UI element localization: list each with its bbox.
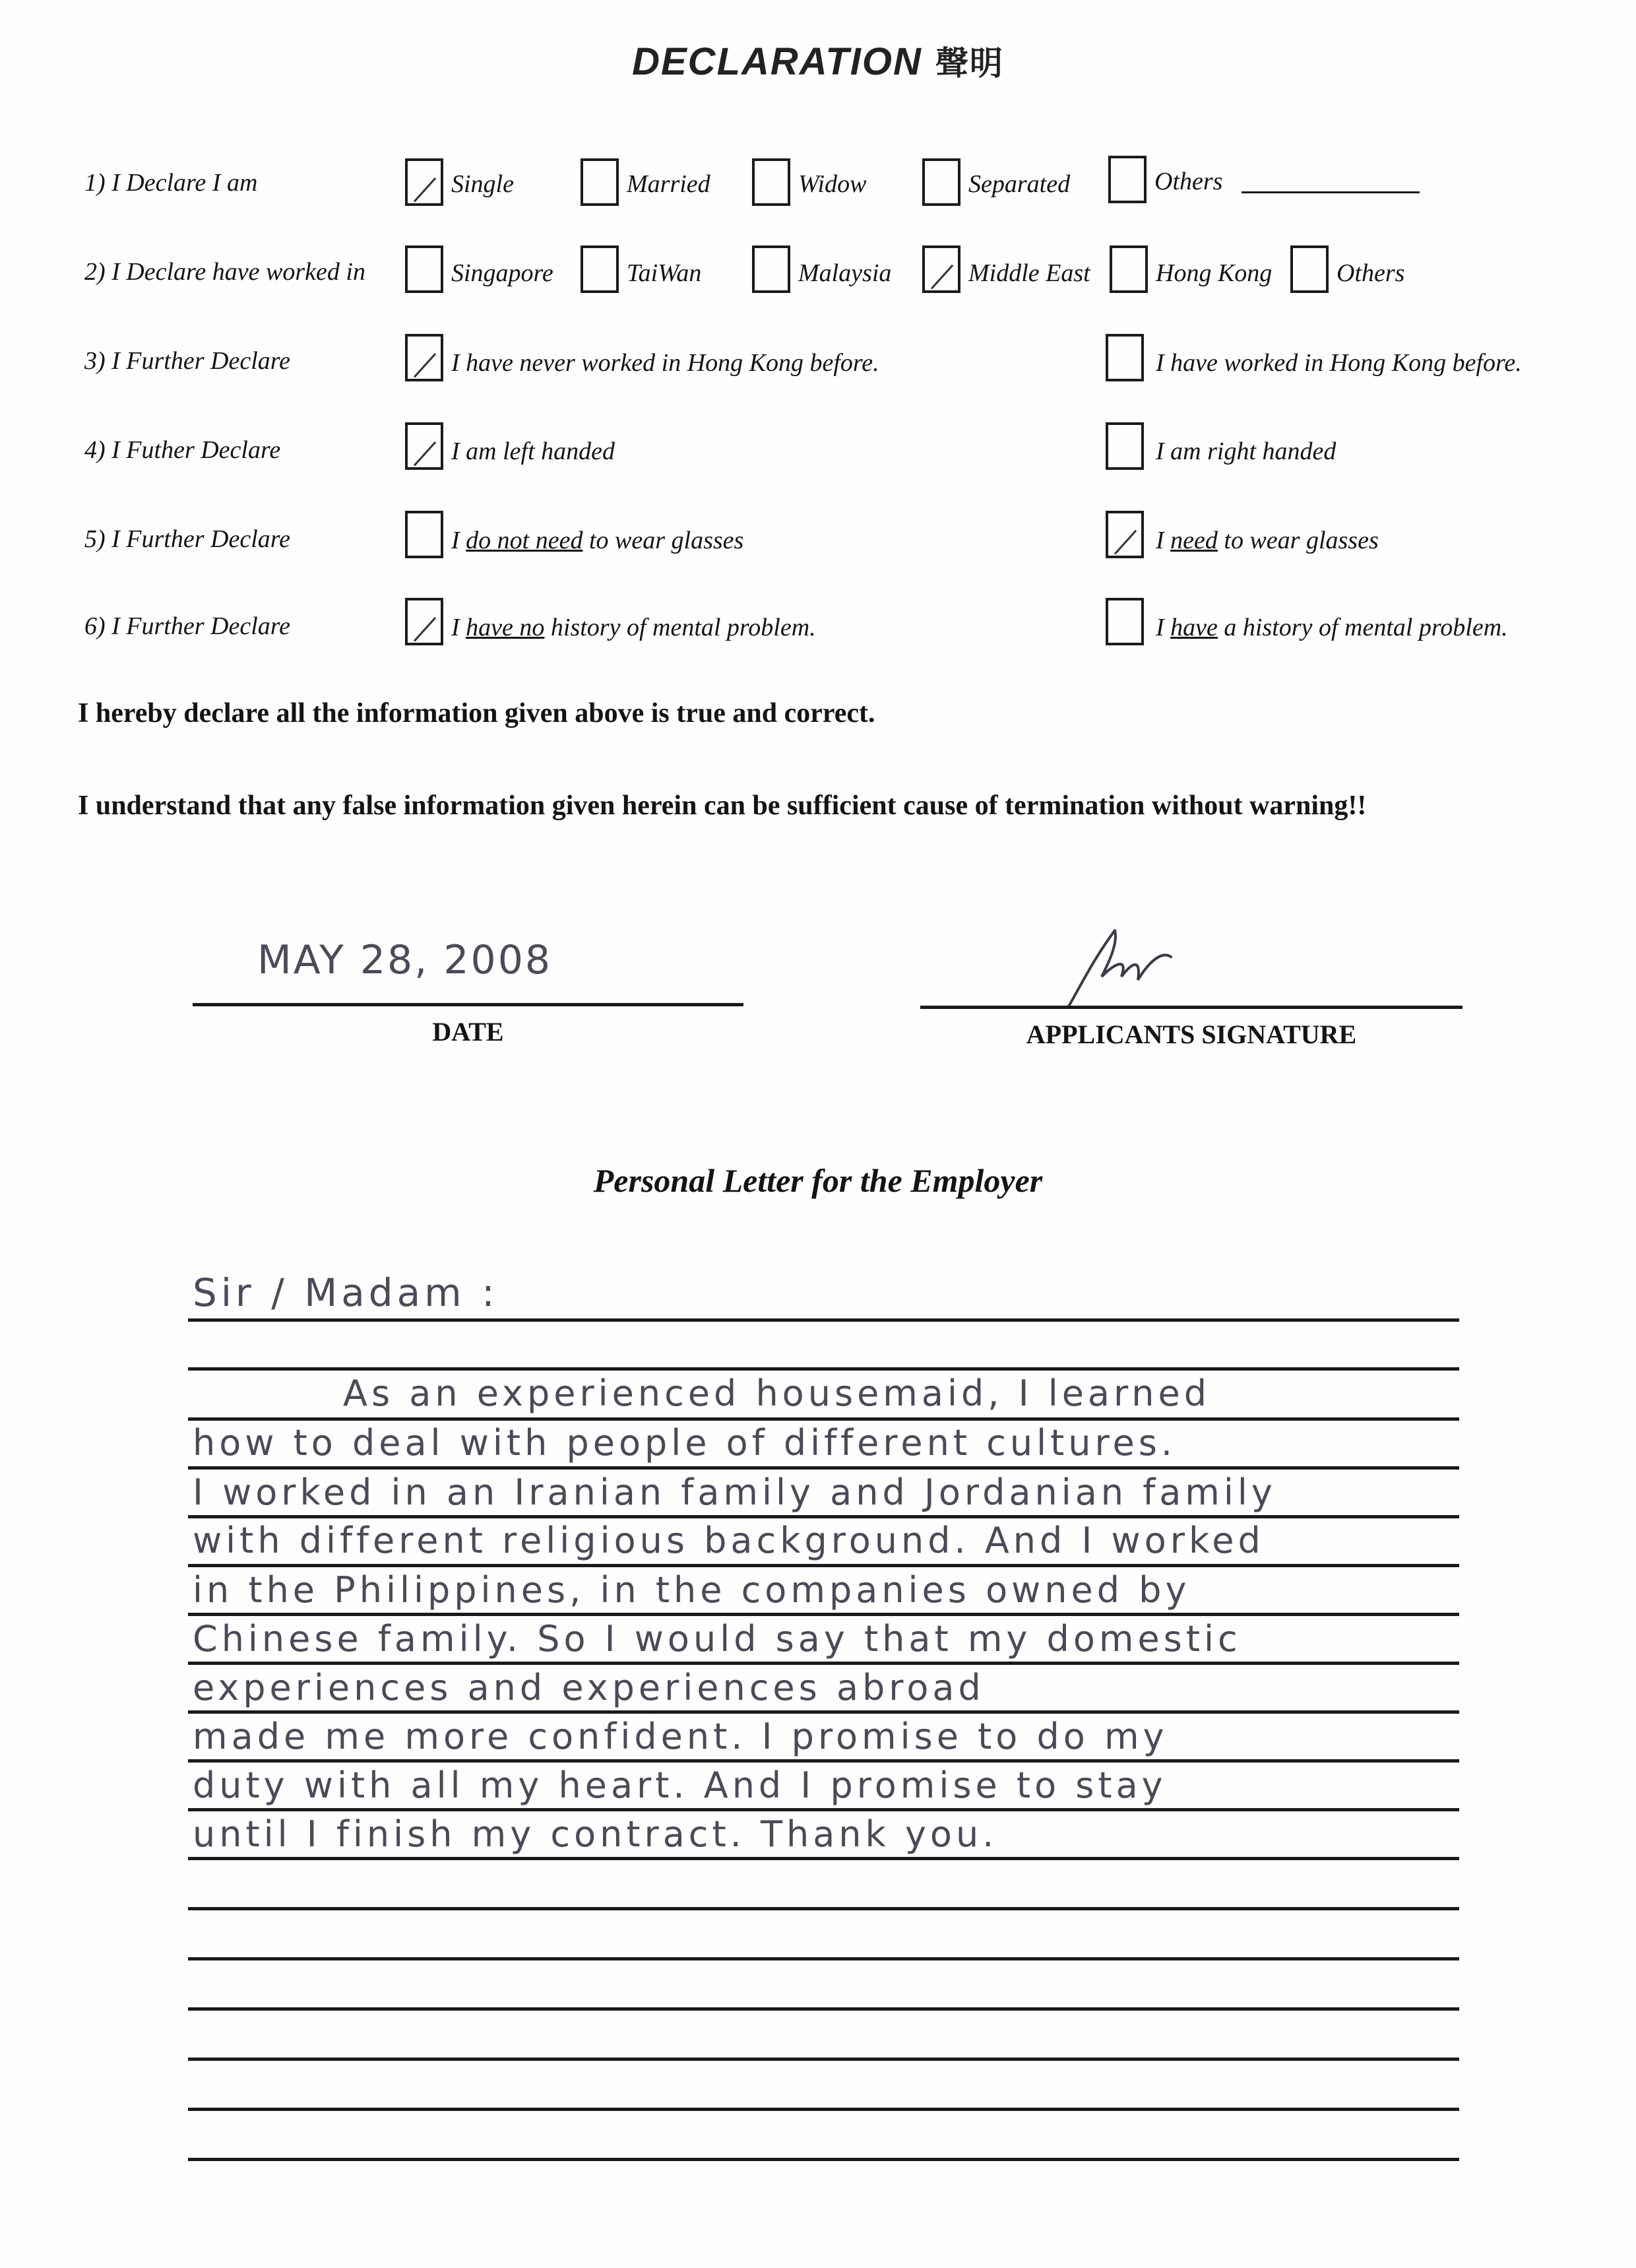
letter-rule	[188, 2158, 1459, 2161]
letter-rule	[188, 1466, 1459, 1470]
checkbox-never-worked-hk[interactable]	[405, 334, 443, 381]
letter-line-3: I worked in an Iranian family and Jordanian family	[193, 1472, 1276, 1513]
letter-title: Personal Letter for the Employer	[593, 1162, 1043, 1199]
checkbox-others-country[interactable]	[1290, 245, 1329, 293]
letter-rule	[188, 1367, 1459, 1371]
letter-line-7: experiences and experiences abroad	[193, 1667, 985, 1708]
letter-line-10: until I finish my contract. Thank you.	[193, 1813, 998, 1855]
option-no-glasses	[451, 526, 743, 555]
letter-rule	[188, 1318, 1459, 1322]
signature-line	[920, 1006, 1463, 1009]
checkbox-married[interactable]	[581, 158, 619, 206]
option-separated: Separated	[968, 170, 1071, 198]
q6-left-suffix: history of mental problem.	[550, 614, 816, 641]
option-left-handed: I am left handed	[451, 437, 615, 465]
declaration-statement-true: I hereby declare all the information given above is true and correct.	[78, 698, 875, 729]
q5-left-underlined: do not need	[466, 527, 583, 554]
letter-rule	[188, 1515, 1459, 1518]
option-worked-hk: I have worked in Hong Kong before.	[1156, 349, 1522, 377]
question-5-label: 5) I Further Declare	[84, 525, 290, 553]
question-3-label: 3) I Further Declare	[84, 347, 290, 375]
question-2-label: 2) I Declare have worked in	[84, 258, 365, 286]
letter-rule	[188, 2057, 1459, 2061]
checkbox-worked-hk[interactable]	[1106, 334, 1144, 381]
q5-left-suffix: to wear glasses	[588, 527, 744, 554]
checkbox-separated[interactable]	[922, 158, 960, 206]
checkbox-right-handed[interactable]	[1106, 422, 1144, 470]
letter-line-5: in the Philippines, in the companies owned by	[193, 1569, 1191, 1611]
checkbox-middle-east[interactable]	[922, 245, 960, 293]
letter-rule	[188, 1957, 1459, 1960]
option-right-handed: I am right handed	[1156, 437, 1337, 465]
q6-right-underlined: have	[1170, 614, 1218, 641]
letter-rule	[188, 1417, 1459, 1421]
question-4-label: 4) I Futher Declare	[84, 436, 281, 464]
option-no-mental-history	[451, 613, 816, 642]
letter-line-1: As an experienced housemaid, I learned	[343, 1373, 1211, 1414]
option-malaysia: Malaysia	[798, 259, 892, 287]
question-1-label: 1) I Declare I am	[84, 169, 258, 197]
letter-line-8: made me more confident. I promise to do my	[193, 1716, 1168, 1757]
letter-rule	[188, 1759, 1459, 1763]
letter-rule	[188, 2007, 1459, 2011]
letter-line-2: how to deal with people of different cultures.	[193, 1422, 1177, 1464]
checkbox-singapore[interactable]	[405, 245, 443, 293]
letter-rule	[188, 1808, 1459, 1811]
option-widow: Widow	[798, 170, 867, 198]
checkbox-no-glasses[interactable]	[405, 511, 443, 558]
letter-rule	[188, 1613, 1459, 1616]
checkbox-single[interactable]	[405, 158, 443, 206]
checkbox-need-glasses[interactable]	[1106, 511, 1144, 558]
option-middle-east: Middle East	[968, 259, 1090, 287]
option-never-worked-hk: I have never worked in Hong Kong before.	[451, 349, 879, 377]
option-others-status: Others	[1154, 168, 1223, 195]
option-singapore: Singapore	[451, 259, 553, 287]
letter-line-6: Chinese family. So I would say that my domestic	[193, 1618, 1242, 1660]
letter-rule	[188, 1564, 1459, 1567]
q6-right-prefix: I	[1156, 614, 1164, 641]
signature-caption: APPLICANTS SIGNATURE	[1026, 1020, 1357, 1049]
checkbox-left-handed[interactable]	[405, 422, 443, 470]
letter-line-4: with different religious background. And I worked	[193, 1520, 1265, 1561]
checkbox-hong-kong[interactable]	[1110, 245, 1148, 293]
checkbox-malaysia[interactable]	[752, 245, 790, 293]
checkbox-others-status[interactable]	[1108, 156, 1147, 203]
letter-rule	[188, 2108, 1459, 2111]
date-handwritten: MAY 28, 2008	[257, 937, 553, 983]
checkbox-mental-history[interactable]	[1106, 598, 1144, 645]
question-6-label: 6) I Further Declare	[84, 612, 290, 640]
q6-right-suffix: a history of mental problem.	[1224, 614, 1508, 641]
title-text: DECLARATION	[632, 40, 922, 83]
applicant-signature	[1055, 917, 1187, 1010]
letter-rule	[188, 1662, 1459, 1665]
declaration-statement-false-info: I understand that any false information given herein can be sufficient cause of termination without warning!!	[78, 791, 1367, 821]
checkbox-taiwan[interactable]	[581, 245, 619, 293]
date-caption: DATE	[432, 1017, 504, 1047]
q6-left-prefix: I	[451, 614, 460, 641]
q5-right-prefix: I	[1156, 527, 1164, 554]
option-hong-kong: Hong Kong	[1156, 259, 1273, 287]
others-blank-line	[1242, 191, 1420, 193]
q6-left-underlined: have no	[466, 614, 545, 641]
option-taiwan: TaiWan	[627, 259, 702, 287]
option-single: Single	[451, 170, 514, 198]
letter-rule	[188, 1907, 1459, 1910]
letter-line-9: duty with all my heart. And I promise to stay	[193, 1765, 1167, 1806]
option-need-glasses	[1156, 526, 1379, 555]
page-title	[0, 37, 1636, 84]
date-line	[193, 1003, 743, 1006]
letter-rule	[188, 1857, 1459, 1860]
option-mental-history	[1156, 613, 1508, 642]
checkbox-no-mental-history[interactable]	[405, 598, 443, 645]
option-married: Married	[627, 170, 710, 198]
q5-left-prefix: I	[451, 527, 460, 554]
letter-salutation: Sir / Madam :	[193, 1270, 499, 1315]
letter-rule	[188, 1710, 1459, 1714]
q5-right-underlined: need	[1170, 527, 1218, 554]
title-cjk: 聲明	[935, 45, 1004, 82]
q5-right-suffix: to wear glasses	[1224, 527, 1379, 554]
checkbox-widow[interactable]	[752, 158, 790, 206]
option-others-country: Others	[1337, 259, 1405, 287]
